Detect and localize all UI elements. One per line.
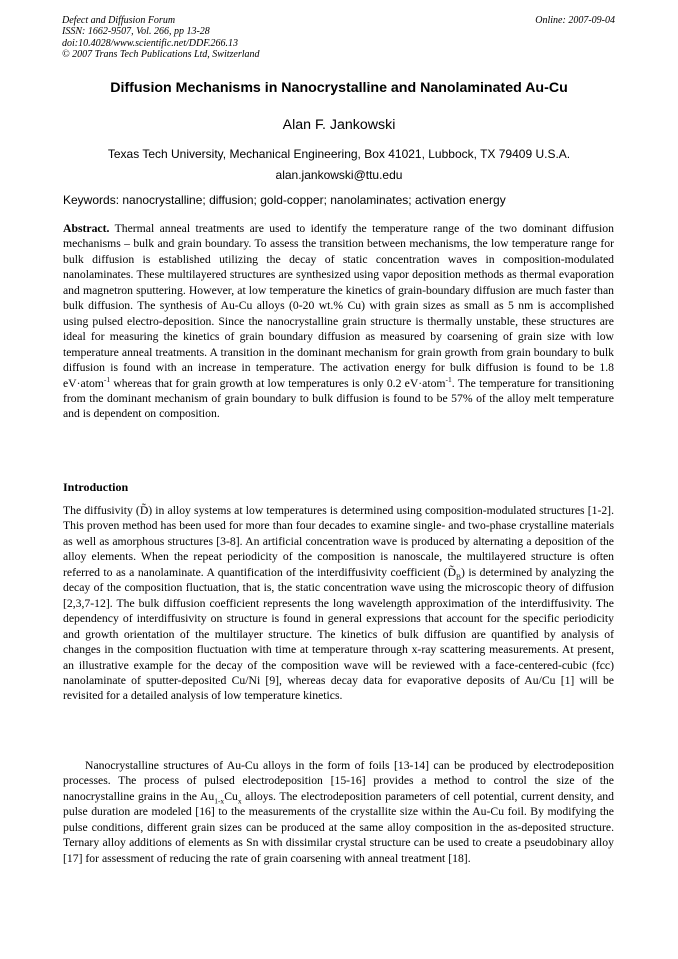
journal-copyright: © 2007 Trans Tech Publications Ltd, Switzerland <box>62 49 260 61</box>
paragraph-text-part: alloys. The electrodeposition parameters of cell potential, current density, and pulse duration are modeled [16] to the measurements of the crystallite size within the Au-Cu foil. By modifying the pulse conditions, different grain sizes can be produced at the same alloy composition in the as-deposited structure. Ternary alloy additions of elements as Sn with dissimilar crystal structure can be used to create a pseudobinary alloy [17] for assessment of reducing the rate of grain coarsening with anneal treatment [18]. <box>63 789 614 865</box>
superscript: -1 <box>445 374 452 384</box>
abstract-text-part: . The temperature for transitioning from the dominant mechanism of grain boundary to bulk diffusion is found to be 57% of the alloy melt temperature and is dependent on composition. <box>63 376 614 421</box>
paper-title: Diffusion Mechanisms in Nanocrystalline and Nanolaminated Au-Cu <box>110 80 568 96</box>
abstract-label: Abstract. <box>63 222 110 235</box>
abstract-text-part: whereas that for grain growth at low temperatures is only 0.2 eV·atom <box>110 376 446 390</box>
journal-issn: ISSN: 1662-9507, Vol. 266, pp 13-28 <box>62 26 210 38</box>
subscript: 1-x <box>214 796 225 806</box>
abstract <box>63 221 614 422</box>
subscript: x <box>237 796 242 806</box>
subscript: B <box>456 572 462 582</box>
superscript: -1 <box>103 374 111 384</box>
author-affiliation: Texas Tech University, Mechanical Engineering, Box 41021, Lubbock, TX 79409 U.S.A. <box>107 147 571 161</box>
introduction-paragraph-2 <box>63 758 614 866</box>
abstract-text-part: Thermal anneal treatments are used to identify the temperature range of the two dominant diffusion mechanisms – bulk and grain boundary. To assess the transition between mechanisms, the low temperature range for bulk diffusion is established utilizing the decay of static concentration waves in composition-modulated nanolaminates. These multilayered structures are synthesized using vapor deposition methods as thermal evaporation and magnetron sputtering. However, at low temperature the kinetics of grain-boundary diffusion are much faster than bulk diffusion. The synthesis of Au-Cu alloys (0-20 wt.% Cu) with grain sizes as small as 5 nm is accomplished using pulsed electro-deposition. Since the nanocrystalline grain structure is thermally unstable, these structures are ideal for measuring the kinetics of grain boundary diffusion as measured by coarsening of grain size with low temperature anneal treatments. A transition in the dominant mechanism for grain growth from grain boundary to bulk diffusion is found with an increase in temperature. The activation energy for bulk diffusion is found to be 1.8 eV·atom <box>63 222 614 390</box>
introduction-paragraph-1 <box>63 503 614 704</box>
online-date: Online: 2007-09-04 <box>535 15 615 26</box>
author-email: alan.jankowski@ttu.edu <box>275 168 403 182</box>
journal-doi: doi:10.4028/www.scientific.net/DDF.266.13 <box>62 37 239 49</box>
journal-header <box>62 15 260 61</box>
keywords: Keywords: nanocrystalline; diffusion; gold-copper; nanolaminates; activation energy <box>63 193 506 207</box>
paragraph-text-part: The diffusivity (D̃) in alloy systems at low temperatures is determined using composition-modulated structures [1-2]. This proven method has been used for more than four decades to examine single- and two-phase crystalline materials as well as amorphous structures [3-8]. An artificial concentration wave is produced by alternating a deposition of the alloy elements. When the repeat periodicity of the composition is nanoscale, the multilayered structure is often referred to as a nanolaminate. A quantification of the interdiffusivity coefficient (D̃ <box>63 504 614 579</box>
paragraph-text-part: ) is determined by analyzing the decay of the composition fluctuation, that is, the static concentration wave using the microscopic theory of diffusion [2,3,7-12]. The bulk diffusion coefficient represents the long wavelength approximation of the interdiffusivity. The dependency of interdiffusivity on structure is found in general expressions that account for the specific periodicity and growth orientation of the multilayer structure. The kinetics of bulk diffusion are quantified by analysis of changes in the composition fluctuation with time at temperature through x-ray scattering measurements. At present, an illustrative example for the decay of the composition wave will be reviewed with a face-centered-cubic (fcc) nanolaminate of sputter-deposited Cu/Ni [9], whereas decay data for evaporative deposits of Au/Cu [1] will be revisited for a detailed analysis of low temperature kinetics. <box>63 565 614 703</box>
section-heading-introduction: Introduction <box>63 480 129 494</box>
paper-author: Alan F. Jankowski <box>282 117 396 133</box>
paragraph-text-part: Nanocrystalline structures of Au-Cu alloys in the form of foils [13-14] can be produced by electrodeposition processes. The process of pulsed electrodeposition [15-16] provides a method to control the size of the nanocrystalline grains in the Au <box>63 759 614 803</box>
journal-name: Defect and Diffusion Forum <box>62 15 176 26</box>
paragraph-text-part: Cu <box>224 789 238 803</box>
